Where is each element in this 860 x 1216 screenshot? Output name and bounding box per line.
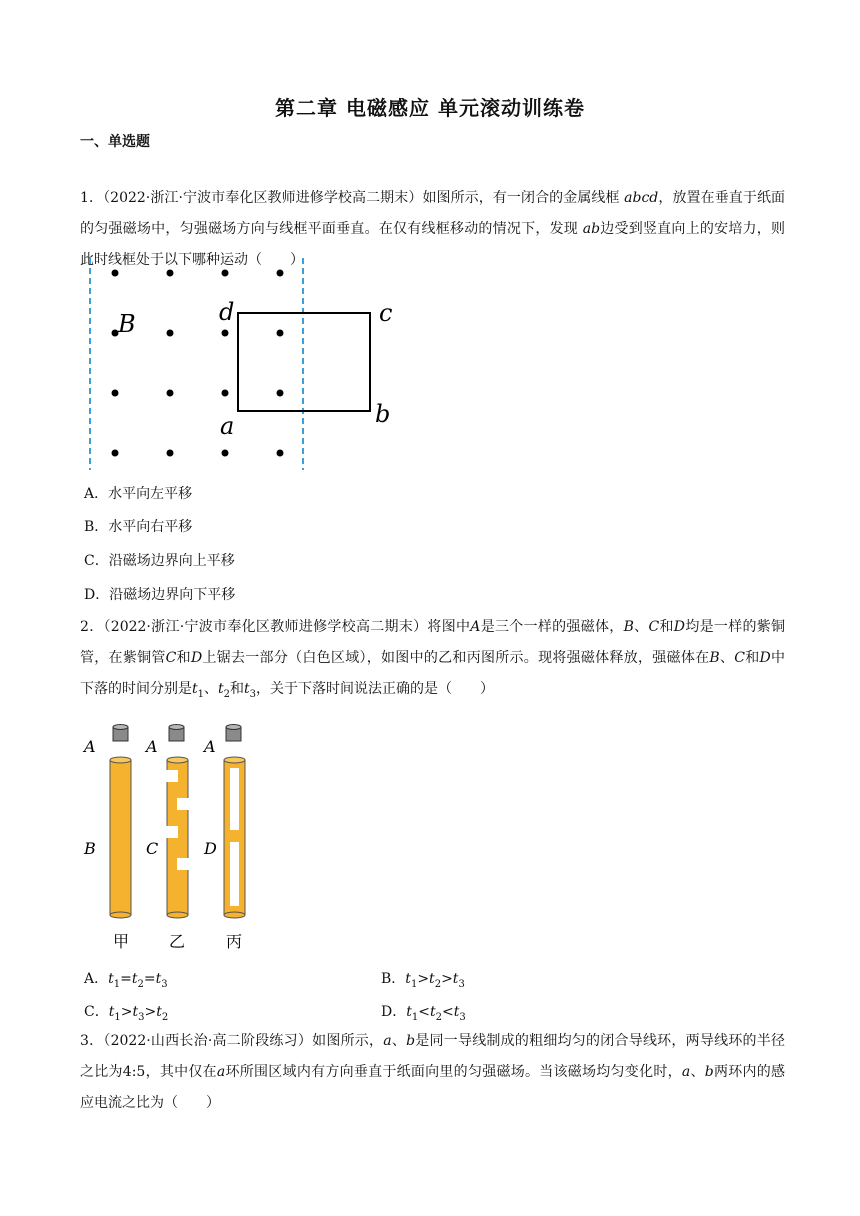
q2-option-d[interactable]: D．$t_1<t_2<t_3$	[381, 1004, 466, 1023]
question-number: 1．	[80, 190, 104, 206]
question-source: （2022·浙江·宁波市奉化区教师进修学校高二期末）	[103, 190, 423, 206]
q2-option-a[interactable]: A．$t_1=t_2=t_3$	[84, 971, 168, 990]
field-dot	[167, 390, 174, 397]
question-3: 3．（2022·山西长治·高二阶段练习）如图所示，a、b是同一导线制成的粗细均匀的闭合导线环，两导线环的半径之比为4:5，其中仅在a环所围区域内有方向垂直于纸面向里的匀强磁场。当该磁场均匀变化时，a、b两环内的感应电流之比为（ ）	[80, 1033, 786, 1111]
cutout	[177, 858, 189, 870]
magnet-jia	[113, 725, 128, 742]
field-label: B	[118, 310, 136, 338]
q1-figure	[70, 250, 410, 480]
field-dot	[222, 330, 229, 337]
field-dot	[277, 450, 284, 457]
field-dot	[112, 450, 119, 457]
slot	[230, 842, 239, 906]
question-number: 3．	[80, 1033, 104, 1049]
field-dot	[112, 270, 119, 277]
q2-figure	[80, 720, 300, 960]
question-1: 1．（2022·浙江·宁波市奉化区教师进修学校高二期末）如图所示，有一闭合的金属线框 abcd，放置在垂直于纸面的匀强磁场中，匀强磁场方向与线框平面垂直。在仅有线框移动的情况下，发现 ab边受到竖直向上的安培力，则此时线框处于以下哪种运动（ ）	[80, 190, 786, 268]
field-dot	[167, 450, 174, 457]
field-dot	[277, 330, 284, 337]
q2-option-c[interactable]: C．$t_1>t_3>t_2$	[84, 1004, 169, 1023]
page-title: 第二章 电磁感应 单元滚动训练卷	[275, 96, 585, 120]
field-dot	[277, 390, 284, 397]
field-dot	[167, 330, 174, 337]
tube-label-c: C	[146, 839, 159, 858]
frame-label: abcd	[624, 190, 659, 206]
caption-jia: 甲	[113, 932, 130, 951]
slot	[230, 768, 239, 830]
q2-option-b[interactable]: B．$t_1>t_2>t_3$	[381, 971, 465, 990]
magnet-label-a: A	[146, 737, 158, 756]
corner-label-c: c	[379, 299, 393, 327]
field-dot	[167, 270, 174, 277]
caption-bing: 丙	[226, 932, 243, 951]
tube-label-d: D	[204, 839, 217, 858]
field-dot	[112, 390, 119, 397]
q1-option-b[interactable]: B．水平向右平移	[84, 519, 193, 535]
question-number: 2．	[80, 619, 104, 635]
q1-option-d[interactable]: D．沿磁场边界向下平移	[84, 587, 236, 603]
question-2: 2．（2022·浙江·宁波市奉化区教师进修学校高二期末）将图中A是三个一样的强磁体，B、C和D均是一样的紫铜管，在紫铜管C和D上锯去一部分（白色区域），如图中的乙和丙图所示。现将强磁体释放，强磁体在B、C和D中下落的时间分别是$t_1$、$t_2$和$t_3$，关于下落时间说法正确的是（ ）	[80, 619, 786, 700]
tube-d	[224, 757, 245, 918]
magnet-label-a: A	[84, 737, 96, 756]
field-dot	[277, 270, 284, 277]
tube-label-b: B	[84, 839, 96, 858]
field-dot	[222, 450, 229, 457]
cutout	[166, 770, 178, 782]
cutout	[177, 798, 189, 810]
magnet-label-a: A	[204, 737, 216, 756]
cutout	[166, 826, 178, 838]
q1-option-c[interactable]: C．沿磁场边界向上平移	[84, 553, 235, 569]
question-source: （2022·浙江·宁波市奉化区教师进修学校高二期末）	[103, 619, 428, 635]
q1-option-a[interactable]: A．水平向左平移	[84, 486, 193, 502]
tube-c	[166, 757, 189, 918]
question-source: （2022·山西长治·高二阶段练习）	[103, 1033, 313, 1049]
field-dots	[112, 270, 284, 457]
corner-label-d: d	[219, 298, 235, 326]
magnet-yi	[169, 725, 184, 742]
caption-yi: 乙	[169, 932, 186, 951]
tube-b	[110, 757, 131, 918]
field-dot	[222, 390, 229, 397]
magnet-bing	[226, 725, 241, 742]
corner-label-a: a	[220, 412, 235, 440]
corner-label-b: b	[375, 400, 391, 428]
section-heading: 一、单选题	[80, 134, 150, 150]
field-dot	[222, 270, 229, 277]
edge-label: ab	[582, 221, 601, 237]
